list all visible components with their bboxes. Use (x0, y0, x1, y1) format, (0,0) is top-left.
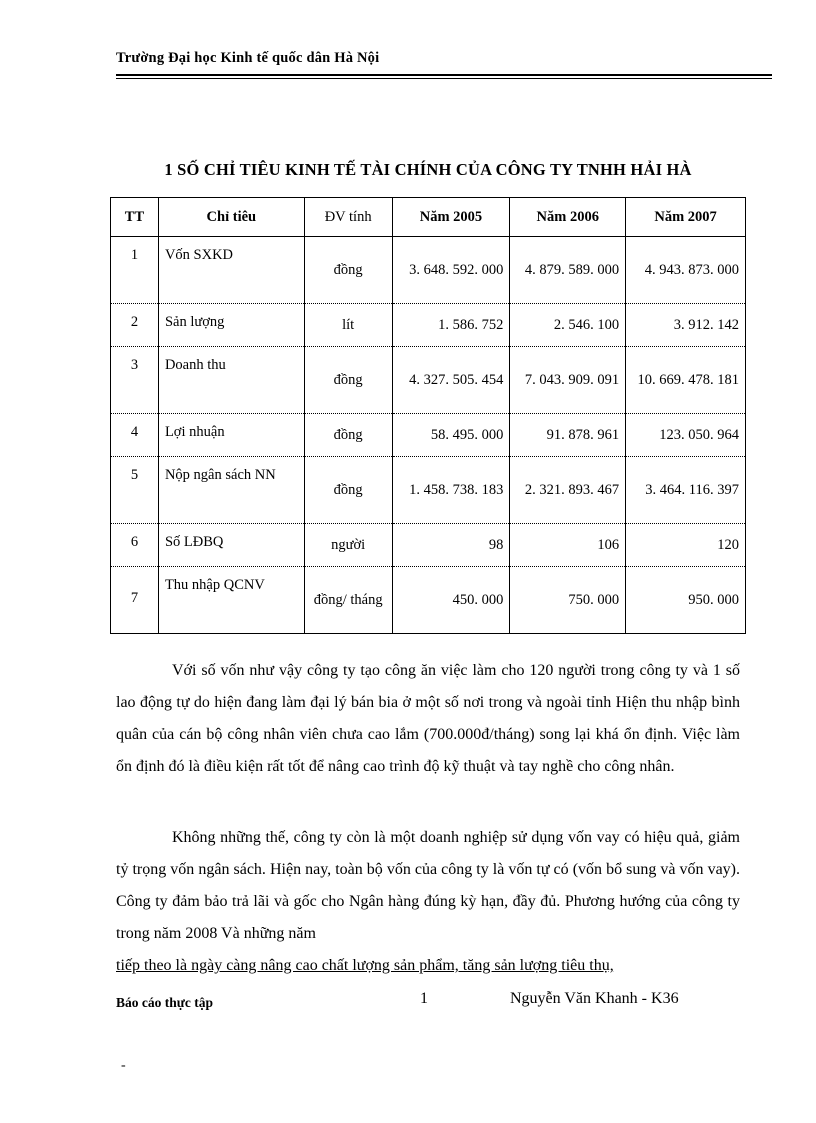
row-unit: đồng (304, 237, 392, 304)
footer-page-number: 1 (420, 990, 428, 1007)
row-value-2007: 4. 943. 873. 000 (626, 237, 746, 304)
row-value-2006: 91. 878. 961 (510, 414, 626, 457)
row-value-2005: 450. 000 (392, 567, 510, 634)
row-unit: đồng (304, 414, 392, 457)
table-row (111, 414, 746, 457)
row-value-2005: 3. 648. 592. 000 (392, 237, 510, 304)
financial-indicators-table (110, 197, 746, 634)
bottom-mark: - (121, 1058, 126, 1073)
row-number: 7 (111, 567, 159, 634)
table-row (111, 567, 746, 634)
row-indicator: Nộp ngân sách NN (158, 457, 304, 524)
row-value-2005: 1. 586. 752 (392, 304, 510, 347)
row-value-2007: 3. 912. 142 (626, 304, 746, 347)
table-row (111, 237, 746, 304)
row-value-2006: 7. 043. 909. 091 (510, 347, 626, 414)
row-unit: đồng (304, 457, 392, 524)
column-header-2006: Năm 2006 (510, 198, 626, 237)
table-row (111, 457, 746, 524)
school-header: Trường Đại học Kinh tế quốc dân Hà Nội (116, 50, 380, 66)
row-indicator: Sản lượng (158, 304, 304, 347)
paragraph-1 (116, 655, 740, 783)
row-number: 1 (111, 237, 159, 304)
row-value-2006: 2. 321. 893. 467 (510, 457, 626, 524)
row-value-2007: 10. 669. 478. 181 (626, 347, 746, 414)
row-value-2006: 750. 000 (510, 567, 626, 634)
row-indicator: Lợi nhuận (158, 414, 304, 457)
row-value-2005: 1. 458. 738. 183 (392, 457, 510, 524)
row-indicator: Thu nhập QCNV (158, 567, 304, 634)
column-header-2007: Năm 2007 (626, 198, 746, 237)
row-indicator: Vốn SXKD (158, 237, 304, 304)
row-number: 3 (111, 347, 159, 414)
table-row (111, 304, 746, 347)
column-header-unit: ĐV tính (304, 198, 392, 237)
row-value-2005: 98 (392, 524, 510, 567)
table-row (111, 524, 746, 567)
table-row (111, 347, 746, 414)
row-value-2007: 123. 050. 964 (626, 414, 746, 457)
row-number: 2 (111, 304, 159, 347)
row-value-2007: 3. 464. 116. 397 (626, 457, 746, 524)
row-unit: người (304, 524, 392, 567)
column-header-2005: Năm 2005 (392, 198, 510, 237)
column-header-indicator: Chỉ tiêu (158, 198, 304, 237)
row-number: 5 (111, 457, 159, 524)
row-indicator: Số LĐBQ (158, 524, 304, 567)
row-indicator: Doanh thu (158, 347, 304, 414)
row-value-2006: 4. 879. 589. 000 (510, 237, 626, 304)
row-value-2005: 58. 495. 000 (392, 414, 510, 457)
row-unit: đồng (304, 347, 392, 414)
paragraph-1-text: Với số vốn như vậy công ty tạo công ăn việc làm cho 120 người trong công ty và 1 số lao động tự do hiện đang làm đại lý bán bia ở một số nơi trong và ngoài tỉnh Hiện thu nhập bình quân của cán bộ công nhân viên chưa cao lắm (700.000đ/tháng) song lại khá ổn định. Việc làm ổn định đó là điều kiện rất tốt để nâng cao trình độ kỹ thuật và tay nghề cho công nhân. (116, 662, 740, 775)
paragraph-2 (116, 822, 740, 982)
row-unit: lít (304, 304, 392, 347)
row-number: 4 (111, 414, 159, 457)
row-value-2006: 2. 546. 100 (510, 304, 626, 347)
paragraph-2-text: Không những thế, công ty còn là một doanh nghiệp sử dụng vốn vay có hiệu quả, giảm tỷ trọng vốn ngân sách. Hiện nay, toàn bộ vốn của công ty là vốn tự có (vốn bổ sung và vốn vay). Công ty đảm bảo trả lãi và gốc cho Ngân hàng đúng kỳ hạn, đầy đủ. Phương hướng của công ty trong năm 2008 Và những năm (116, 829, 740, 942)
row-value-2005: 4. 327. 505. 454 (392, 347, 510, 414)
header-rule-thick (116, 74, 772, 76)
table-header-row (111, 198, 746, 237)
row-value-2007: 950. 000 (626, 567, 746, 634)
row-value-2007: 120 (626, 524, 746, 567)
footer-report-label: Báo cáo thực tập (116, 995, 213, 1010)
page-title: 1 SỐ CHỈ TIÊU KINH TẾ TÀI CHÍNH CỦA CÔNG TY TNHH HẢI HÀ (164, 160, 692, 179)
column-header-tt: TT (111, 198, 159, 237)
row-number: 6 (111, 524, 159, 567)
row-unit: đồng/ tháng (304, 567, 392, 634)
paragraph-2-last-line: tiếp theo là ngày càng nâng cao chất lượng sản phẩm, tăng sản lượng tiêu thụ, (116, 957, 614, 974)
footer-author: Nguyễn Văn Khanh - K36 (510, 990, 679, 1007)
header-rule-thin (116, 78, 772, 79)
row-value-2006: 106 (510, 524, 626, 567)
